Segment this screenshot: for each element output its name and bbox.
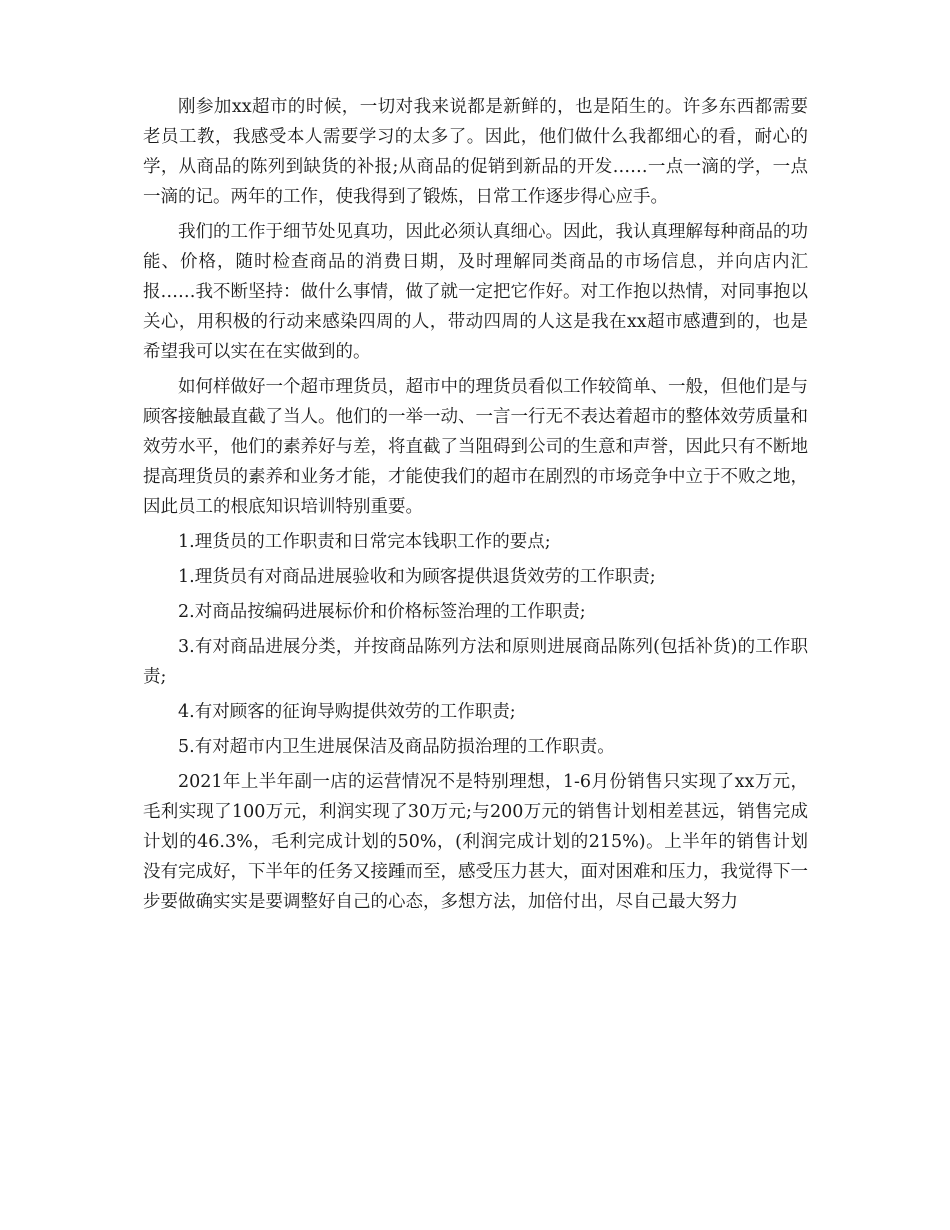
document-body [143, 92, 808, 922]
paragraph-intro: 刚参加xx超市的时候，一切对我来说都是新鲜的，也是陌生的。许多东西都需要老员工教，我感受本人需要学习的太多了。因此，他们做什么我都细心的看，耐心的学，从商品的陈列到缺货的补报;从商品的促销到新品的开发……一点一滴的学，一点一滴的记。两年的工作，使我得到了锻炼，日常工作逐步得心应手。 [143, 97, 808, 207]
paragraph-clerk-role: 如何样做好一个超市理货员，超市中的理货员看似工作较简单、一般，但他们是与顾客接触最直截了当人。他们的一举一动、一言一行无不表达着超市的整体效劳质量和效劳水平，他们的素养好与差，将直截了当阻碍到公司的生意和声誉，因此只有不断地提高理货员的素养和业务才能，才能使我们的超市在剧烈的市场竞争中立于不败之地，因此员工的根底知识培训特别重要。 [143, 377, 808, 517]
list-item-duty-4: 4.有对顾客的征询导购提供效劳的工作职责; [178, 702, 516, 722]
list-item-heading: 1.理货员的工作职责和日常完本钱职工作的要点; [178, 532, 551, 552]
list-item-duty-3: 3.有对商品进展分类，并按商品陈列方法和原则进展商品陈列(包括补货)的工作职责; [143, 637, 808, 687]
paragraph-sales-summary: 2021年上半年副一店的运营情况不是特别理想，1-6月份销售只实现了xx万元，毛利实现了100万元，利润实现了30万元;与200万元的销售计划相差甚远，销售完成计划的46.3%，毛利完成计划的50%，(利润完成计划的215%)。上半年的销售计划没有完成好，下半年的任务又接踵而至，感受压力甚大，面对困难和压力，我觉得下一步要做确实实是要调整好自己的心态，多想方法，加倍付出，尽自己最大努力 [143, 772, 808, 912]
list-item-duty-1: 1.理货员有对商品进展验收和为顾客提供退货效劳的工作职责; [178, 567, 656, 587]
list-item-duty-2: 2.对商品按编码进展标价和价格标签治理的工作职责; [178, 602, 586, 622]
list-item-duty-5: 5.有对超市内卫生进展保洁及商品防损治理的工作职责。 [178, 737, 615, 757]
paragraph-detail-work: 我们的工作于细节处见真功，因此必须认真细心。因此，我认真理解每种商品的功能、价格，随时检查商品的消费日期，及时理解同类商品的市场信息，并向店内汇报……我不断坚持：做什么事情，做了就一定把它作好。对工作抱以热情，对同事抱以关心，用积极的行动来感染四周的人，带动四周的人这是我在xx超市感遭到的，也是希望我可以实在在实做到的。 [143, 222, 808, 362]
